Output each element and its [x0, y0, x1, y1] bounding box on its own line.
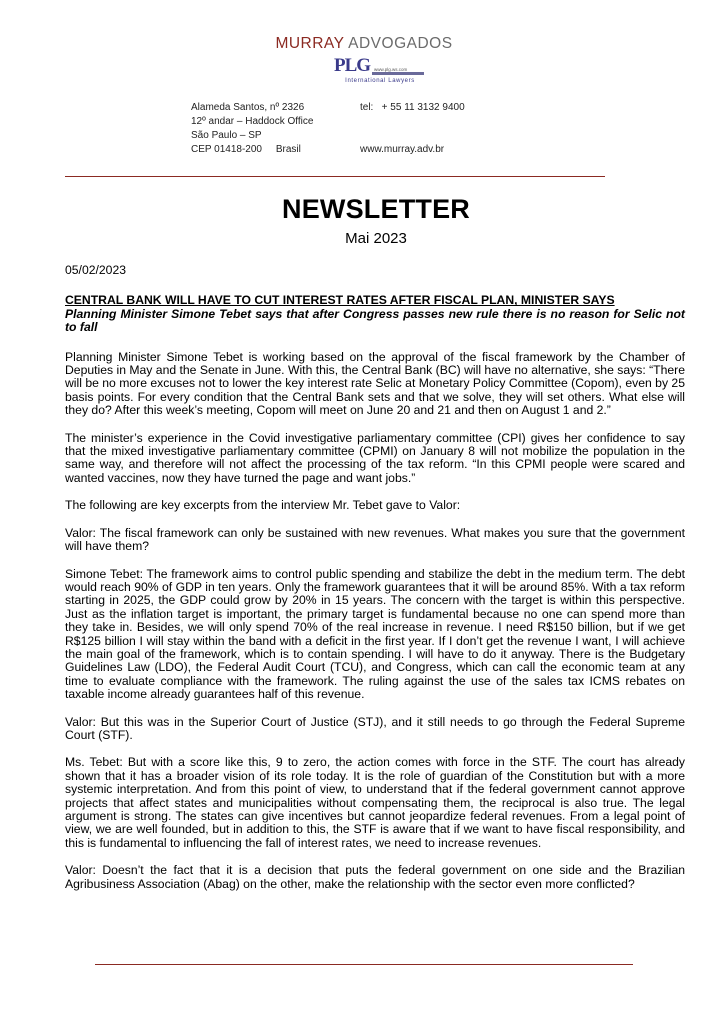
address-line: CEP 01418-200 Brasil	[191, 144, 301, 155]
plg-logo	[334, 56, 426, 86]
office-address	[191, 101, 313, 157]
phone-number: tel: + 55 11 3132 9400	[360, 102, 465, 113]
article-paragraph: The minister’s experience in the Covid investigative parliamentary committee (CPI) gives her confidence to say that the mixed investigative parliamentary committee (CPMI) on January 8 will not mobilize the population in the same way, and therefore will not affect the processing of the tax reform. “In this CPMI people were scared and wanted vaccines, now they have turned the page and want jobs.”	[65, 430, 685, 485]
plg-logo-letters: PLG	[334, 55, 371, 76]
plg-logo-bar	[372, 72, 424, 75]
article-paragraph: Planning Minister Simone Tebet is working based on the approval of the fiscal framework by the Chamber of Deputies in May and the Senate in June. With this, the Central Bank (BC) will have no alternative, she says: “There will be no more excuses not to lower the key interest rate Selic at Monetary Policy Committee (Copom), even by 25 basis points. For every condition that the Central Bank sets and that we solve, they will set others. What else will they do? After this week’s meeting, Copom will meet on June 20 and 21 and then on August 1 and 2.”	[65, 349, 685, 418]
website-link[interactable]: www.murray.adv.br	[360, 144, 445, 155]
article-headline: CENTRAL BANK WILL HAVE TO CUT INTEREST RATES AFTER FISCAL PLAN, MINISTER SAYS	[65, 293, 615, 308]
plg-logo-web: www.plg.ws.com	[374, 67, 408, 72]
address-line: São Paulo – SP	[191, 130, 262, 141]
article-paragraph: Simone Tebet: The framework aims to control public spending and stabilize the debt in the medium term. The debt would reach 90% of GDP in ten years. Only the framework guarantees that it will be around 85%. With a tax reform starting in 2025, the GDP could grow by 20% in 15 years. The concern with the target is within this perspective. Just as the inflation target is important, the primary target is fundamental because no one can spend more than they take in. Besides, we will only spend 70% of the real increase in revenue. I need R$150 billion, but if we get R$125 billion I will stay within the band with a deficit in the first year. If I don’t get the revenue I want, I will achieve the main goal of the framework, which is to contain spending. I will have to do it anyway. There is the Budgetary Guidelines Law (LDO), the Federal Audit Court (TCU), and Congress, which can call the economic team at any time to evaluate compliance with the framework. The ruling against the use of the sales tax ICMS rebates on taxable income already guarantees half of this revenue.	[65, 566, 685, 702]
firm-name	[0, 35, 728, 53]
firm-name-first: MURRAY	[275, 35, 345, 52]
plg-logo-tagline: International Lawyers	[345, 78, 415, 84]
article-paragraph: Valor: But this was in the Superior Court of Justice (STJ), and it still needs to go through the Federal Supreme Court (STF).	[65, 714, 685, 742]
article-paragraph: Valor: Doesn’t the fact that it is a decision that puts the federal government on one side and the Brazilian Agribusiness Association (Abag) on the other, make the relationship with the sector even more conflicted?	[65, 863, 685, 891]
article-body	[65, 264, 685, 905]
firm-name-second: ADVOGADOS	[344, 35, 453, 52]
article-paragraph: The following are key excerpts from the interview Mr. Tebet gave to Valor:	[65, 498, 461, 513]
article-standfirst: Planning Minister Simone Tebet says that after Congress passes new rule there is no reason for Selic not to fall	[65, 306, 685, 335]
article-date: 05/02/2023	[65, 263, 126, 277]
footer-divider	[95, 964, 633, 965]
article-paragraph: Valor: The fiscal framework can only be sustained with new revenues. What makes you sure that the government will have them?	[65, 525, 685, 554]
header-divider	[65, 176, 605, 177]
address-line: 12º andar – Haddock Office	[191, 116, 314, 127]
contact-info	[360, 101, 465, 157]
newsletter-title: NEWSLETTER	[282, 194, 470, 224]
address-line: Alameda Santos, nº 2326	[191, 102, 305, 113]
article-paragraph: Ms. Tebet: But with a score like this, 9 to zero, the action comes with force in the STF. The court has already shown that it has a broader vision of its role today. It is the role of guardian of the Constitution but with a more systemic interpretation. And from this point of view, to understand that if the federal government cannot approve projects that affect states and municipalities without compensating them, the reciprocal is also true. The legal argument is strong. The states can give incentives but cannot jeopardize federal revenues. From a legal point of view, we are well founded, but in addition to this, the STF is aware that if we want to have fiscal responsibility, and this is fundamental to influencing the fall of interest rates, we need to increase revenues.	[65, 755, 685, 850]
newsletter-issue: Mai 2023	[345, 230, 407, 247]
